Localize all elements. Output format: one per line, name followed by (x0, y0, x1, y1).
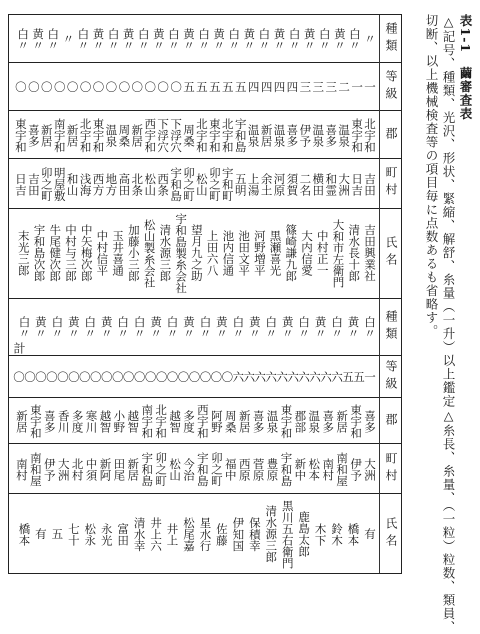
town-cell: 卯之町 (209, 451, 224, 487)
name-cell: 宇和島次郎 (32, 224, 47, 282)
town-cell: 二名 (298, 172, 313, 196)
town-cell: 上湯 (246, 172, 261, 196)
grade-cell: 二 (337, 81, 352, 93)
header-grade: 等級 (384, 70, 398, 104)
name-cell: 清水長十郎 (347, 224, 362, 282)
section-divider (9, 298, 401, 299)
gun-cell: 郡部 (293, 409, 308, 433)
town-cell: 松山 (194, 172, 209, 196)
grade-cell: 六 (231, 371, 246, 383)
type-cell: 白〃 (231, 315, 246, 339)
grade-cell: 三 (324, 81, 339, 93)
row-line (9, 110, 401, 111)
grade-cell: 〇 (44, 371, 59, 383)
name-cell: 黒川五右衛門 (280, 499, 295, 569)
grade-cell: 〇 (39, 81, 54, 93)
town-cell: 地方 (104, 172, 119, 196)
grade-cell: 〇 (77, 371, 92, 383)
row-line (9, 397, 401, 398)
town-cell: 卯之町 (39, 166, 54, 202)
town-cell: 西条 (156, 172, 171, 196)
grade-cell: 三 (298, 81, 313, 93)
gun-cell: 東宇和 (91, 117, 106, 153)
gun-cell: 温泉 (265, 409, 280, 433)
grade-cell: 〇 (91, 81, 106, 93)
type-cell: 白〃 (330, 315, 345, 339)
grade-cell: 一 (350, 81, 365, 93)
gun-cell: 東宇和 (28, 403, 43, 439)
name-cell: 星水行 (198, 516, 213, 552)
grade-cell: 六 (264, 371, 279, 383)
town-cell: 豊原 (265, 457, 280, 481)
name-cell: 木下 (313, 522, 328, 546)
name-cell: 松永 (83, 522, 98, 546)
grade-cell: 〇 (88, 371, 103, 383)
gun-cell: 周桑 (181, 123, 196, 147)
name-cell: 有 (33, 528, 48, 540)
town-cell: 新居 (126, 457, 141, 481)
grade-cell: 〇 (198, 371, 213, 383)
gun-cell: 新居 (130, 123, 145, 147)
table-title: 表1-1 繭審査表 (458, 14, 473, 121)
grade-cell: 〇 (169, 81, 184, 93)
gun-cell: 下浮穴 (156, 117, 171, 153)
type-cell: 〃 (362, 33, 377, 45)
gun-cell: 喜多 (321, 409, 336, 433)
type-cell: 黄〃 (181, 27, 196, 51)
notes-line-1: △記号、種類、光沢、形状、緊縮、解舒、糸量（一升）以上鑑定△糸長、糸量、（一粒）粒数、類員、 (441, 14, 456, 634)
grade-cell: 六 (253, 371, 268, 383)
grade-cell: 四 (285, 81, 300, 93)
name-cell: 中村信平 (95, 230, 110, 276)
name-cell: 大内信愛 (300, 230, 315, 276)
row-line (9, 355, 401, 356)
name-cell: 河野増平 (252, 230, 267, 276)
gun-cell: 喜多 (42, 409, 57, 433)
header-type: 種類 (384, 22, 398, 56)
grade-cell: 〇 (220, 371, 235, 383)
gun-cell: 北宇和 (154, 403, 169, 439)
name-cell: 清水幸 (132, 516, 147, 552)
grade-cell: 〇 (99, 371, 114, 383)
type-cell: 黄〃 (280, 315, 295, 339)
name-cell: 加藤小三郎 (126, 224, 141, 282)
name-cell: 七十 (66, 522, 81, 546)
town-cell: 和霊 (324, 172, 339, 196)
grade-cell: 六 (275, 371, 290, 383)
type-cell: 黄〃 (33, 315, 48, 339)
name-cell: 篠崎謙九郎 (284, 224, 299, 282)
town-cell: 宇和町 (220, 166, 235, 202)
header-gun-2: 郡 (384, 412, 398, 430)
gun-cell: 西宇和 (143, 117, 158, 153)
grade-cell: 四 (259, 81, 274, 93)
name-cell: 鈴木 (330, 522, 345, 546)
town-cell: 大洲 (337, 172, 352, 196)
gun-cell: 北宇和 (194, 117, 209, 153)
type-cell: 白〃 (165, 315, 180, 339)
type-cell: 白〃 (347, 27, 362, 51)
type-cell: 白〃 (116, 315, 131, 339)
name-cell: 井上六 (149, 516, 164, 552)
grade-cell: 〇 (26, 81, 41, 93)
town-cell: 日吉 (13, 172, 28, 196)
grade-cell: 四 (246, 81, 261, 93)
name-cell: 中村与三郎 (63, 224, 78, 282)
town-cell: 南和屋 (28, 451, 43, 487)
grade-cell: 〇 (11, 371, 26, 383)
gun-cell: 阿野 (209, 409, 224, 433)
notes-line-2: 切断、以上機械検査等の項目毎に点数あるも省略す。 (424, 14, 439, 338)
town-cell: 南村 (14, 457, 29, 481)
name-cell: 佐藤 (214, 522, 229, 546)
type-cell: 白〃 (17, 315, 32, 339)
name-cell: 清水源三郎 (158, 224, 173, 282)
grade-cell: 〇 (165, 371, 180, 383)
name-cell: 玉井喜通 (111, 230, 126, 276)
name-cell: 黒瀬喜光 (268, 230, 283, 276)
type-cell: 黄〃 (181, 315, 196, 339)
type-cell: 黄〃 (212, 27, 227, 51)
grade-cell: 〇 (22, 371, 37, 383)
type-cell: 白〃 (16, 27, 31, 51)
gun-cell: 新居 (65, 123, 80, 147)
gun-cell: 喜多 (285, 123, 300, 147)
town-cell: 松山 (168, 457, 183, 481)
town-cell: 新中 (293, 457, 308, 481)
town-cell: 宇和島 (169, 166, 184, 202)
gun-cell: 香川 (56, 409, 71, 433)
name-cell: 宇和島製糸会社 (174, 212, 189, 294)
town-cell: 西方 (91, 172, 106, 196)
type-cell: 白〃 (297, 315, 312, 339)
grade-cell: 六 (319, 371, 334, 383)
grade-cell: 五 (233, 81, 248, 93)
gun-cell: 寒川 (84, 409, 99, 433)
gun-cell: 越智 (168, 409, 183, 433)
grade-cell: 五 (207, 81, 222, 93)
gun-cell: 新居 (259, 123, 274, 147)
gun-cell: 南宇和 (52, 117, 67, 153)
town-cell: 宇和島 (195, 451, 210, 487)
header-name: 氏名 (384, 236, 398, 270)
name-cell: 保積幸 (247, 516, 262, 552)
grade-cell: 六 (242, 371, 257, 383)
name-cell: 松尾嘉 (181, 516, 196, 552)
row-line (9, 493, 401, 494)
town-cell: 日吉 (350, 172, 365, 196)
town-cell: 西原 (237, 457, 252, 481)
gun-cell: 新居 (14, 409, 29, 433)
row-line (9, 62, 401, 63)
gun-cell: 喜多 (362, 409, 377, 433)
type-cell: 〃 (61, 33, 76, 45)
header-town-2: 町村 (384, 452, 398, 486)
gun-cell: 東宇和 (350, 117, 365, 153)
town-cell: 横田 (311, 172, 326, 196)
grade-cell: 〇 (209, 371, 224, 383)
gun-cell: 喜多 (26, 123, 41, 147)
type-cell: 黄〃 (302, 27, 317, 51)
town-cell: 余土 (259, 172, 274, 196)
gun-cell: 西宇和 (195, 403, 210, 439)
grade-cell: 六 (308, 371, 323, 383)
gun-cell: 多度 (181, 409, 196, 433)
type-cell: 白〃 (50, 315, 65, 339)
town-cell: 須賀 (285, 172, 300, 196)
name-cell: 井上 (165, 522, 180, 546)
gun-cell: 南宇和 (140, 403, 155, 439)
header-name-2: 氏名 (384, 517, 398, 551)
type-cell: 白〃 (227, 27, 242, 51)
grade-cell: 一 (362, 81, 377, 93)
cocoon-table (8, 14, 402, 574)
town-cell: 今治 (181, 457, 196, 481)
gun-cell: 温泉 (246, 123, 261, 147)
grade-cell: 六 (330, 371, 345, 383)
grade-cell: 〇 (154, 371, 169, 383)
type-cell: 黄〃 (332, 27, 347, 51)
grade-cell: 三 (311, 81, 326, 93)
town-cell: 松本 (307, 457, 322, 481)
grade-cell: 〇 (78, 81, 93, 93)
grade-cell: 〇 (13, 81, 28, 93)
name-cell: 鹿島太郎 (297, 511, 312, 557)
gun-cell: 温泉 (337, 123, 352, 147)
type-cell: 白〃 (362, 315, 377, 339)
grade-cell: 〇 (143, 81, 158, 93)
type-cell: 白〃 (132, 315, 147, 339)
header-type-2: 種類 (384, 310, 398, 344)
gun-cell: 温泉 (272, 123, 287, 147)
name-cell: 松山製糸会社 (142, 218, 157, 288)
name-cell: 橋本 (346, 522, 361, 546)
grade-cell: 〇 (52, 81, 67, 93)
name-cell: 中村正一 (315, 230, 330, 276)
grade-cell: 〇 (55, 371, 70, 383)
grade-cell: 六 (286, 371, 301, 383)
grade-cell: 〇 (65, 81, 80, 93)
type-cell: 黄〃 (31, 27, 46, 51)
town-cell: 田尾 (112, 457, 127, 481)
town-cell: 浅海 (78, 172, 93, 196)
gun-cell: 北宇和 (78, 117, 93, 153)
total-label: 計 (12, 341, 26, 359)
name-cell: 中矢梅次郎 (79, 224, 94, 282)
gun-cell: 下浮穴 (169, 117, 184, 153)
grade-cell: 〇 (117, 81, 132, 93)
gun-cell: 越智 (126, 409, 141, 433)
gun-cell: 周桑 (117, 123, 132, 147)
grade-cell: 一 (362, 371, 377, 383)
town-cell: 吉田 (362, 172, 377, 196)
name-cell: 永光 (99, 522, 114, 546)
gun-cell: 北宇和 (220, 117, 235, 153)
gun-cell: 周桑 (223, 409, 238, 433)
type-cell: 黄〃 (346, 315, 361, 339)
name-cell: 大和市左衛門 (331, 218, 346, 288)
name-cell: 伊知国 (231, 516, 246, 552)
name-cell: 上田六八 (205, 230, 220, 276)
town-cell: 卯之町 (207, 166, 222, 202)
type-cell: 白〃 (257, 27, 272, 51)
gun-cell: 東宇和 (13, 117, 28, 153)
grade-cell: 〇 (156, 81, 171, 93)
town-cell: 北村 (70, 457, 85, 481)
grade-cell: 五 (181, 81, 196, 93)
town-cell: 五明 (233, 172, 248, 196)
name-cell: 池内信通 (221, 230, 236, 276)
gun-cell: 北宇和 (362, 117, 377, 153)
grade-cell: 五 (220, 81, 235, 93)
gun-cell: 温泉 (307, 409, 322, 433)
gun-cell: 東宇和 (207, 117, 222, 153)
name-cell: 有 (362, 528, 377, 540)
header-town: 町村 (384, 166, 398, 200)
town-cell: 和山 (65, 172, 80, 196)
type-cell: 白〃 (136, 27, 151, 51)
town-cell: 宇和島 (140, 451, 155, 487)
type-cell: 黄〃 (151, 27, 166, 51)
grade-cell: 〇 (110, 371, 125, 383)
grade-cell: 六 (297, 371, 312, 383)
grade-cell: 〇 (187, 371, 202, 383)
gun-cell: 温泉 (311, 123, 326, 147)
town-cell: 宇和島 (279, 451, 294, 487)
gun-cell: 多度 (70, 409, 85, 433)
name-cell: 末光三郎 (16, 230, 31, 276)
type-cell: 黄〃 (214, 315, 229, 339)
name-cell: 牛尾健次郎 (48, 224, 63, 282)
name-cell: 橋本 (17, 522, 32, 546)
gun-cell: 新居 (237, 409, 252, 433)
name-cell: 五 (50, 528, 65, 540)
header-grade-2: 等級 (384, 360, 398, 394)
town-cell: 卯之町 (181, 166, 196, 202)
town-cell: 南和屋 (335, 451, 350, 487)
grade-cell: 〇 (130, 81, 145, 93)
gun-cell: 越智 (98, 409, 113, 433)
grade-cell: 〇 (176, 371, 191, 383)
town-cell: 明屋敷 (52, 166, 67, 202)
gun-cell: 喜多 (251, 409, 266, 433)
row-line (9, 158, 401, 159)
type-cell: 白〃 (197, 27, 212, 51)
town-cell: 伊予 (42, 457, 57, 481)
town-cell: 大洲 (362, 457, 377, 481)
gun-cell: 温泉 (104, 123, 119, 147)
gun-cell: 新居 (39, 123, 54, 147)
type-cell: 黄〃 (99, 315, 114, 339)
town-cell: 高田 (117, 172, 132, 196)
grade-cell: 〇 (66, 371, 81, 383)
town-cell: 卯之町 (154, 451, 169, 487)
type-cell: 黄〃 (121, 27, 136, 51)
grade-cell: 四 (272, 81, 287, 93)
gun-cell: 小野 (112, 409, 127, 433)
type-cell: 黄〃 (313, 315, 328, 339)
header-separator (379, 15, 380, 573)
type-cell: 白〃 (106, 27, 121, 51)
grade-cell: 五 (194, 81, 209, 93)
type-cell: 黄〃 (242, 27, 257, 51)
header-gun: 郡 (384, 126, 398, 144)
town-cell: 新阿 (98, 457, 113, 481)
grade-cell: 〇 (104, 81, 119, 93)
gun-cell: 東宇和 (349, 403, 364, 439)
type-cell: 黄〃 (247, 315, 262, 339)
town-cell: 松山 (143, 172, 158, 196)
town-cell: 福中 (223, 457, 238, 481)
town-cell: 吉田 (26, 172, 41, 196)
type-cell: 黄〃 (66, 315, 81, 339)
type-cell: 白〃 (317, 27, 332, 51)
town-cell: 菅原 (251, 457, 266, 481)
town-cell: 中須 (84, 457, 99, 481)
type-cell: 白〃 (166, 27, 181, 51)
type-cell: 白〃 (287, 27, 302, 51)
grade-cell: 〇 (33, 371, 48, 383)
gun-cell: 伊予 (298, 123, 313, 147)
type-cell: 白〃 (264, 315, 279, 339)
type-cell: 黄〃 (149, 315, 164, 339)
gun-cell: 宇和島 (233, 117, 248, 153)
gun-cell: 新居 (335, 409, 350, 433)
town-cell: 河原 (272, 172, 287, 196)
type-cell: 黄〃 (91, 27, 106, 51)
row-line (9, 443, 401, 444)
town-cell: 北条 (130, 172, 145, 196)
town-cell: 大洲 (56, 457, 71, 481)
name-cell: 清水源三郎 (264, 505, 279, 563)
type-cell: 白〃 (198, 315, 213, 339)
type-cell: 白〃 (46, 27, 61, 51)
type-cell: 黄〃 (272, 27, 287, 51)
row-line (9, 208, 401, 209)
name-cell: 吉田興業社 (362, 224, 377, 282)
grade-cell: 五 (341, 371, 356, 383)
gun-cell: 東宇和 (279, 403, 294, 439)
type-cell: 白〃 (76, 27, 91, 51)
grade-cell: 〇 (121, 371, 136, 383)
gun-cell: 喜多 (324, 123, 339, 147)
name-cell: 池田文平 (237, 230, 252, 276)
type-cell: 白〃 (83, 315, 98, 339)
grade-cell: 〇 (143, 371, 158, 383)
town-cell: 南村 (321, 457, 336, 481)
name-cell: 望月九之助 (189, 224, 204, 282)
grade-cell: 〇 (132, 371, 147, 383)
grade-cell: 五 (352, 371, 367, 383)
town-cell: 伊予 (349, 457, 364, 481)
notes-block (423, 14, 474, 634)
name-cell: 富田 (116, 522, 131, 546)
